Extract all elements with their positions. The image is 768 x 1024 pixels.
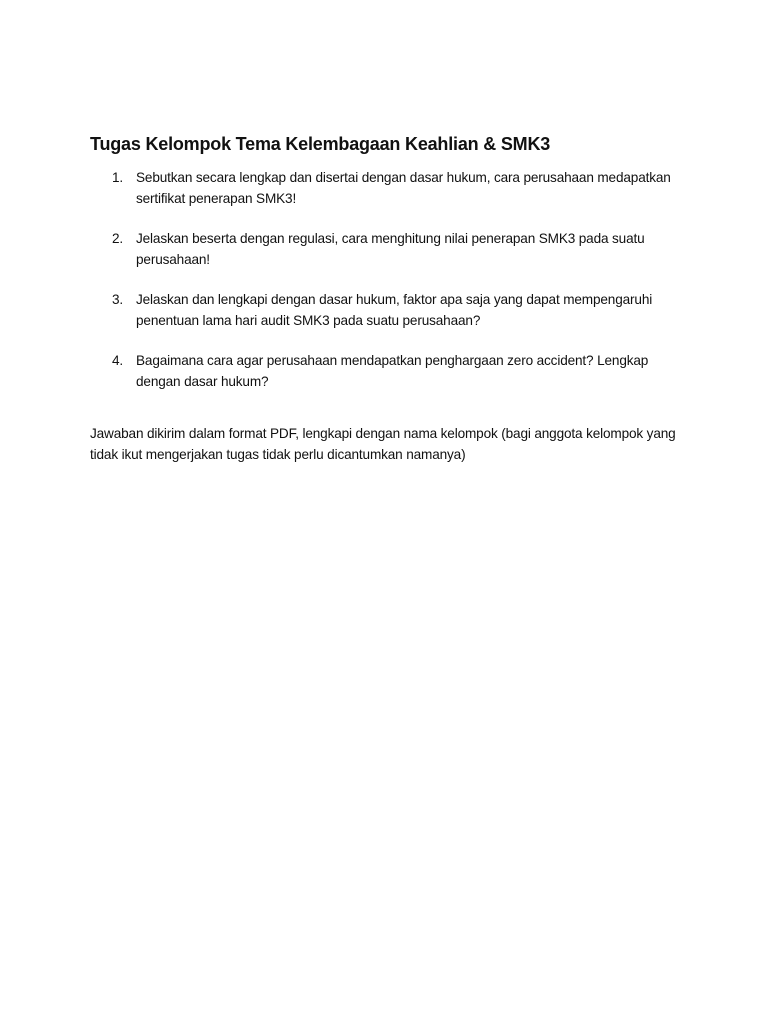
question-list — [90, 168, 690, 412]
question-number: 1. — [112, 170, 124, 185]
question-text: Jelaskan beserta dengan regulasi, cara menghitung nilai penerapan SMK3 pada suatu perusahaan! — [136, 231, 645, 267]
question-text: Jelaskan dan lengkapi dengan dasar hukum, faktor apa saja yang dapat mempengaruhi penentuan lama hari audit SMK3 pada suatu perusahaan? — [136, 292, 653, 328]
question-item — [90, 229, 690, 270]
submission-note: Jawaban dikirim dalam format PDF, lengkapi dengan nama kelompok (bagi anggota kelompok yang tidak ikut mengerjakan tugas tidak perlu dicantumkan namanya) — [90, 426, 676, 462]
question-text: Sebutkan secara lengkap dan disertai dengan dasar hukum, cara perusahaan medapatkan sertifikat penerapan SMK3! — [136, 170, 671, 206]
question-item — [90, 168, 690, 209]
question-item — [90, 351, 690, 392]
question-number: 4. — [112, 353, 124, 368]
question-item — [90, 290, 690, 331]
question-text: Bagaimana cara agar perusahaan mendapatkan penghargaan zero accident? Lengkap dengan dasar hukum? — [136, 353, 649, 389]
question-number: 2. — [112, 231, 124, 246]
document-title: Tugas Kelompok Tema Kelembagaan Keahlian & SMK3 — [90, 134, 551, 154]
question-number: 3. — [112, 292, 124, 307]
